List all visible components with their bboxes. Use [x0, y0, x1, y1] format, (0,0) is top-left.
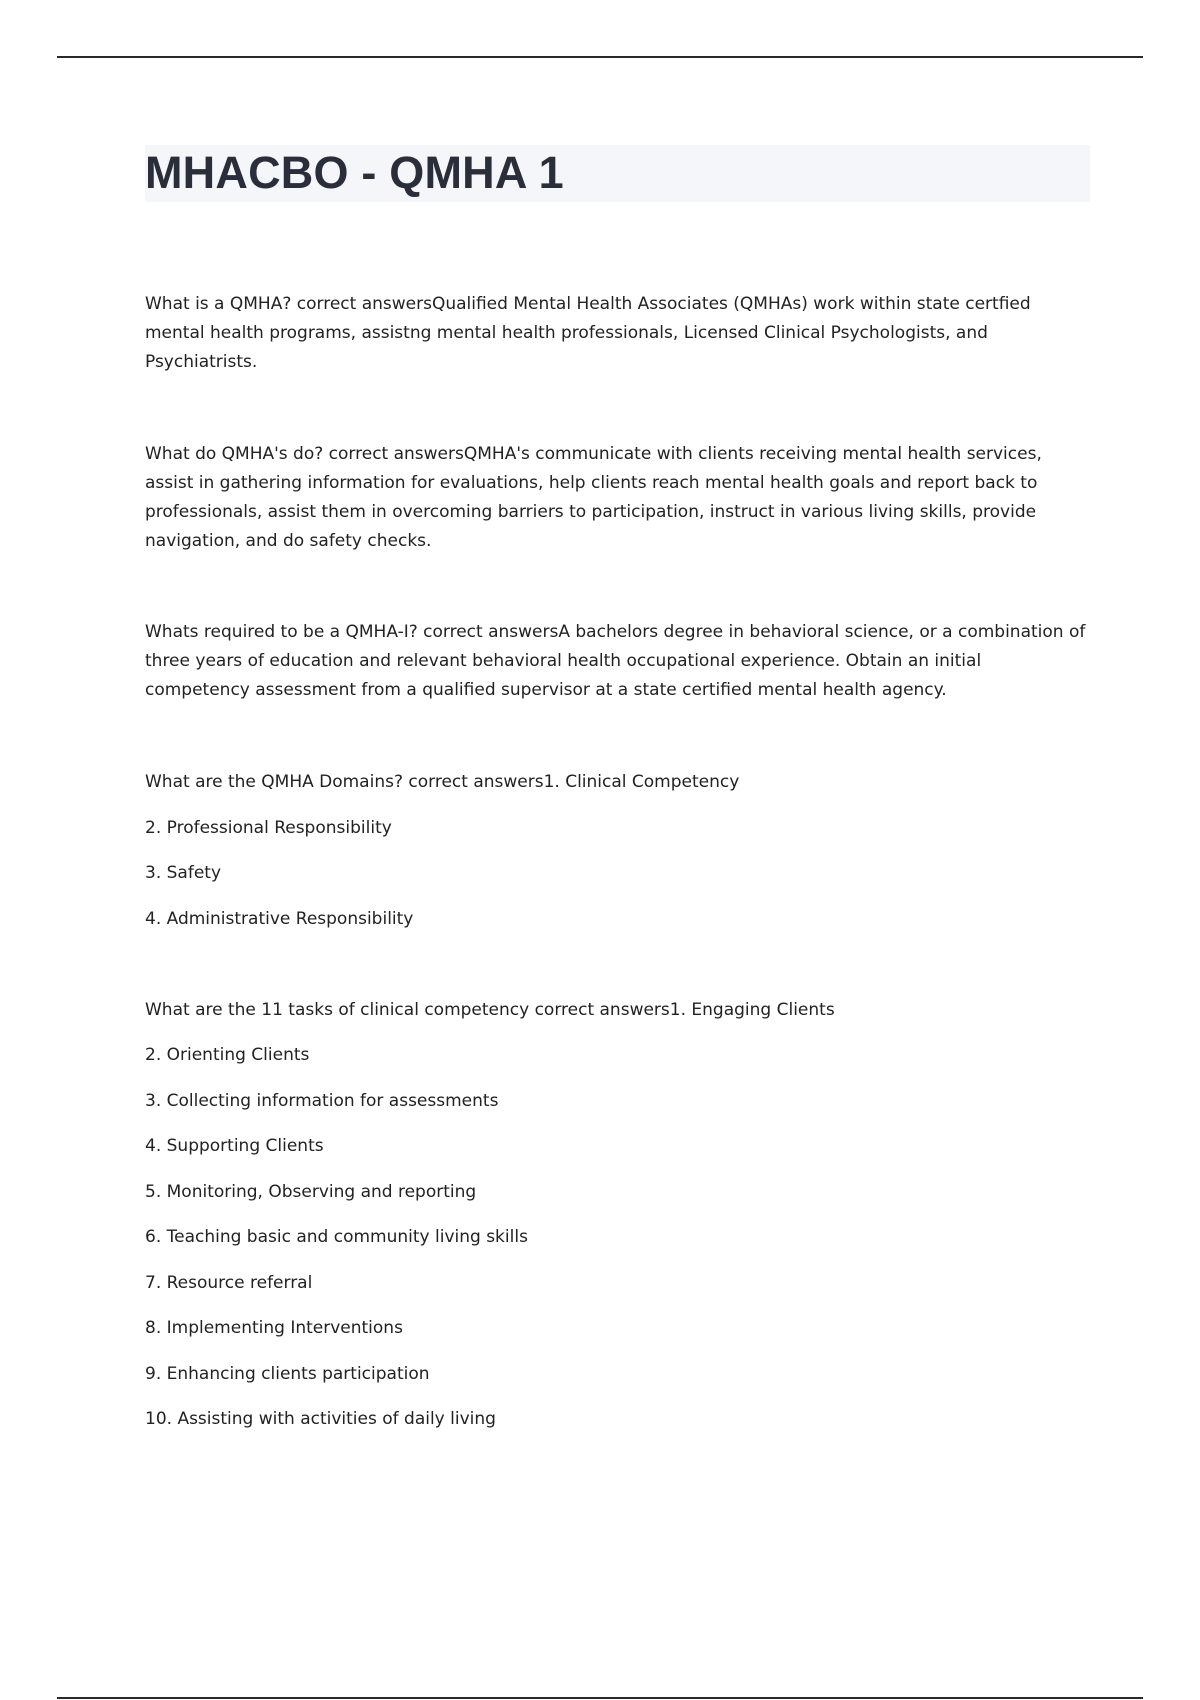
header-rule: [57, 56, 1143, 58]
tasks-item: 7. Resource referral: [145, 1273, 313, 1293]
footer-rule: [57, 1697, 1143, 1699]
tasks-item: 2. Orienting Clients: [145, 1045, 310, 1065]
tasks-item: 10. Assisting with activities of daily living: [145, 1409, 496, 1429]
qa-entry-3: [145, 618, 1090, 705]
qa-entry-1: [145, 290, 1090, 377]
document-title: MHACBO - QMHA 1: [145, 147, 564, 198]
domains-item: 2. Professional Responsibility: [145, 818, 392, 838]
qa-entry-2: [145, 440, 1090, 556]
domains-question: What are the QMHA Domains? correct answers1. Clinical Competency: [145, 772, 740, 792]
tasks-item: 9. Enhancing clients participation: [145, 1364, 430, 1384]
tasks-question: What are the 11 tasks of clinical competency correct answers1. Engaging Clients: [145, 1000, 835, 1020]
tasks-item: 8. Implementing Interventions: [145, 1318, 403, 1338]
domains-item: 3. Safety: [145, 863, 222, 883]
tasks-item: 5. Monitoring, Observing and reporting: [145, 1182, 477, 1202]
qa-entry-text: What do QMHA's do? correct answersQMHA's communicate with clients receiving mental health services, assist in gathering information for evaluations, help clients reach mental health goals and report back to professionals, assist them in overcoming barriers to participation, instruct in various living skills, provide navigation, and do safety checks.: [145, 444, 1042, 551]
domains-item: 4. Administrative Responsibility: [145, 909, 414, 929]
tasks-item: 6. Teaching basic and community living skills: [145, 1227, 528, 1247]
qa-entry-text: What is a QMHA? correct answersQualified Mental Health Associates (QMHAs) work within state certfied mental health programs, assistng mental health professionals, Licensed Clinical Psychologists, and Psychiatrists.: [145, 294, 1031, 372]
qa-entry-text: Whats required to be a QMHA-I? correct answersA bachelors degree in behavioral science, or a combination of three years of education and relevant behavioral health occupational experience. Obtain an initial competency assessment from a qualified supervisor at a state certified mental health agency.: [145, 622, 1086, 700]
tasks-item: 3. Collecting information for assessments: [145, 1091, 499, 1111]
tasks-item: 4. Supporting Clients: [145, 1136, 324, 1156]
